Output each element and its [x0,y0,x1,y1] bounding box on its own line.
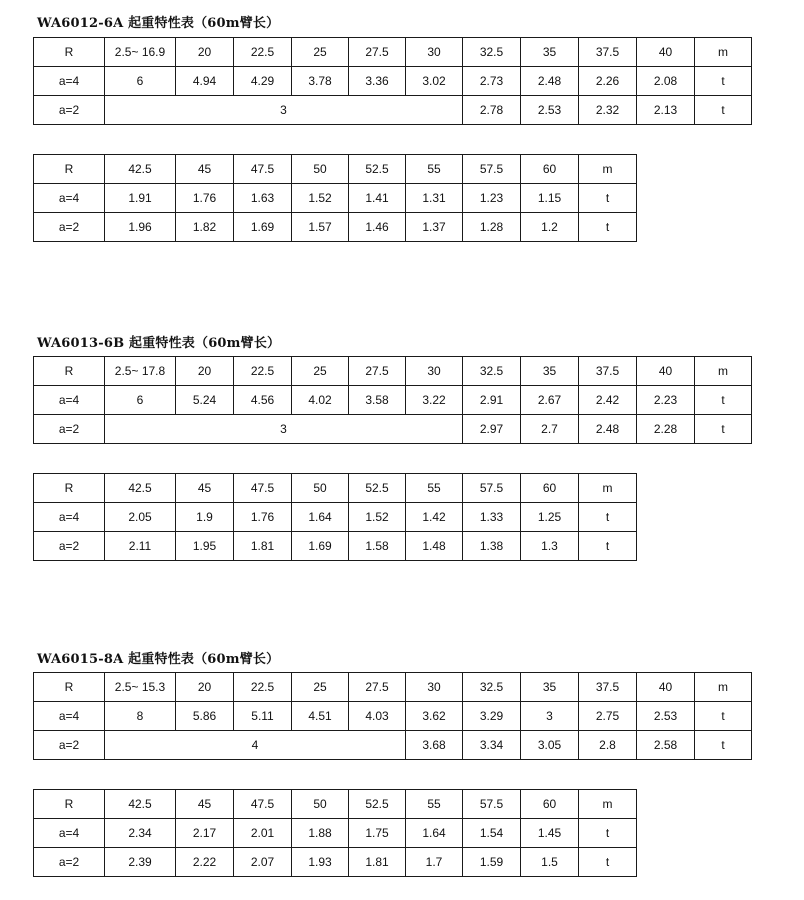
value-cell: 1.54 [463,819,521,848]
header-cell: 57.5 [463,474,521,503]
header-cell: 55 [406,155,463,184]
value-cell: 1.63 [234,184,292,213]
load-table-main [33,356,752,444]
value-cell: 2.53 [521,96,579,125]
header-cell: 52.5 [349,155,406,184]
value-cell: 2.97 [463,415,521,444]
value-cell: 1.76 [176,184,234,213]
row-label: a=2 [34,96,105,125]
value-cell: 1.46 [349,213,406,242]
value-cell: 1.57 [292,213,349,242]
value-cell: 2.67 [521,386,579,415]
header-cell: 42.5 [105,790,176,819]
unit-cell: t [579,213,637,242]
header-cell: 22.5 [234,38,292,67]
header-cell: 40 [637,38,695,67]
value-cell: 2.23 [637,386,695,415]
value-cell: 1.3 [521,532,579,561]
value-cell: 1.95 [176,532,234,561]
table-row [34,790,637,819]
header-cell: 57.5 [463,790,521,819]
header-cell: 27.5 [349,673,406,702]
header-cell: 20 [176,357,234,386]
unit-cell: t [579,503,637,532]
row-label: a=4 [34,503,105,532]
value-cell: 2.48 [521,67,579,96]
value-cell: 1.7 [406,848,463,877]
unit-cell: t [695,96,752,125]
header-cell: R [34,673,105,702]
unit-cell: t [695,731,752,760]
header-cell: 25 [292,38,349,67]
value-cell: 6 [105,67,176,96]
value-cell: 1.31 [406,184,463,213]
header-cell: 20 [176,38,234,67]
merged-value-cell: 3 [105,96,463,125]
value-cell: 1.93 [292,848,349,877]
value-cell: 1.81 [234,532,292,561]
table-row [34,38,752,67]
value-cell: 4.29 [234,67,292,96]
value-cell: 2.39 [105,848,176,877]
header-cell: 60 [521,790,579,819]
header-cell: m [695,38,752,67]
table-row [34,415,752,444]
value-cell: 5.86 [176,702,234,731]
header-cell: 42.5 [105,155,176,184]
row-label: a=2 [34,848,105,877]
header-cell: R [34,474,105,503]
value-cell: 3.78 [292,67,349,96]
unit-cell: t [695,415,752,444]
header-cell: 50 [292,474,349,503]
header-cell: 37.5 [579,357,637,386]
value-cell: 1.9 [176,503,234,532]
header-cell: 35 [521,357,579,386]
value-cell: 1.69 [292,532,349,561]
header-cell: R [34,38,105,67]
value-cell: 2.42 [579,386,637,415]
value-cell: 1.45 [521,819,579,848]
header-cell: m [579,155,637,184]
value-cell: 2.22 [176,848,234,877]
row-label: a=2 [34,731,105,760]
value-cell: 1.48 [406,532,463,561]
unit-cell: t [579,819,637,848]
value-cell: 8 [105,702,176,731]
value-cell: 2.48 [579,415,637,444]
value-cell: 1.2 [521,213,579,242]
header-cell: 2.5~ 17.8 [105,357,176,386]
value-cell: 2.07 [234,848,292,877]
row-label: a=4 [34,184,105,213]
value-cell: 3.68 [406,731,463,760]
value-cell: 1.64 [406,819,463,848]
value-cell: 3.29 [463,702,521,731]
header-cell: 30 [406,673,463,702]
table-row [34,67,752,96]
table-row [34,532,637,561]
load-table-main [33,37,752,125]
header-cell: 45 [176,474,234,503]
value-cell: 3.62 [406,702,463,731]
header-cell: 27.5 [349,357,406,386]
value-cell: 6 [105,386,176,415]
header-cell: 55 [406,474,463,503]
value-cell: 1.76 [234,503,292,532]
table-row [34,819,637,848]
value-cell: 2.01 [234,819,292,848]
value-cell: 1.15 [521,184,579,213]
header-cell: m [695,357,752,386]
header-cell: 30 [406,357,463,386]
row-label: a=2 [34,213,105,242]
header-cell: 35 [521,38,579,67]
row-label: a=2 [34,532,105,561]
table-row [34,155,637,184]
value-cell: 2.58 [637,731,695,760]
table-row [34,731,752,760]
row-label: a=2 [34,415,105,444]
header-cell: 40 [637,673,695,702]
table-row [34,702,752,731]
load-table-extended [33,473,637,561]
value-cell: 1.96 [105,213,176,242]
table-row [34,673,752,702]
row-label: a=4 [34,386,105,415]
value-cell: 2.17 [176,819,234,848]
header-cell: 52.5 [349,790,406,819]
header-cell: 32.5 [463,357,521,386]
header-cell: 27.5 [349,38,406,67]
value-cell: 1.52 [292,184,349,213]
table-row [34,503,637,532]
load-table-main [33,672,752,760]
table-row [34,474,637,503]
value-cell: 3.02 [406,67,463,96]
value-cell: 1.37 [406,213,463,242]
unit-cell: t [695,67,752,96]
header-cell: 25 [292,357,349,386]
row-label: a=4 [34,702,105,731]
load-table-extended [33,154,637,242]
value-cell: 1.88 [292,819,349,848]
value-cell: 3.34 [463,731,521,760]
section-title: WA6012-6A 起重特性表（60m臂长） [37,16,280,31]
unit-cell: t [695,702,752,731]
table-row [34,357,752,386]
value-cell: 2.32 [579,96,637,125]
value-cell: 4.03 [349,702,406,731]
header-cell: 22.5 [234,357,292,386]
header-cell: 42.5 [105,474,176,503]
value-cell: 1.91 [105,184,176,213]
merged-value-cell: 4 [105,731,406,760]
value-cell: 1.59 [463,848,521,877]
value-cell: 4.02 [292,386,349,415]
header-cell: 45 [176,790,234,819]
value-cell: 2.05 [105,503,176,532]
table-row [34,848,637,877]
header-cell: 25 [292,673,349,702]
value-cell: 1.5 [521,848,579,877]
value-cell: 2.73 [463,67,521,96]
value-cell: 4.94 [176,67,234,96]
header-cell: 40 [637,357,695,386]
section-title: WA6013-6B 起重特性表（60m臂长） [37,336,281,351]
value-cell: 2.34 [105,819,176,848]
table-row [34,213,637,242]
header-cell: m [579,474,637,503]
load-table-extended [33,789,637,877]
value-cell: 5.11 [234,702,292,731]
value-cell: 2.28 [637,415,695,444]
unit-cell: t [579,184,637,213]
value-cell: 1.69 [234,213,292,242]
header-cell: 50 [292,155,349,184]
value-cell: 1.25 [521,503,579,532]
unit-cell: t [695,386,752,415]
value-cell: 2.13 [637,96,695,125]
header-cell: 32.5 [463,673,521,702]
value-cell: 3.36 [349,67,406,96]
value-cell: 1.64 [292,503,349,532]
value-cell: 1.33 [463,503,521,532]
header-cell: 45 [176,155,234,184]
value-cell: 1.81 [349,848,406,877]
header-cell: 2.5~ 15.3 [105,673,176,702]
value-cell: 1.42 [406,503,463,532]
header-cell: m [579,790,637,819]
header-cell: 47.5 [234,790,292,819]
header-cell: 37.5 [579,38,637,67]
header-cell: R [34,790,105,819]
value-cell: 3 [521,702,579,731]
value-cell: 3.05 [521,731,579,760]
table-row [34,184,637,213]
header-cell: m [695,673,752,702]
unit-cell: t [579,532,637,561]
value-cell: 1.58 [349,532,406,561]
unit-cell: t [579,848,637,877]
value-cell: 2.11 [105,532,176,561]
header-cell: 60 [521,474,579,503]
row-label: a=4 [34,819,105,848]
value-cell: 4.56 [234,386,292,415]
value-cell: 3.58 [349,386,406,415]
section-title: WA6015-8A 起重特性表（60m臂长） [37,652,280,667]
header-cell: 52.5 [349,474,406,503]
value-cell: 5.24 [176,386,234,415]
header-cell: R [34,357,105,386]
value-cell: 2.7 [521,415,579,444]
value-cell: 1.82 [176,213,234,242]
value-cell: 2.08 [637,67,695,96]
value-cell: 1.28 [463,213,521,242]
value-cell: 1.41 [349,184,406,213]
table-row [34,386,752,415]
header-cell: 22.5 [234,673,292,702]
header-cell: 47.5 [234,155,292,184]
value-cell: 1.38 [463,532,521,561]
value-cell: 1.75 [349,819,406,848]
header-cell: 47.5 [234,474,292,503]
header-cell: 37.5 [579,673,637,702]
header-cell: 20 [176,673,234,702]
table-row [34,96,752,125]
header-cell: 60 [521,155,579,184]
value-cell: 2.75 [579,702,637,731]
value-cell: 3.22 [406,386,463,415]
header-cell: 32.5 [463,38,521,67]
header-cell: 57.5 [463,155,521,184]
value-cell: 2.26 [579,67,637,96]
header-cell: R [34,155,105,184]
value-cell: 2.53 [637,702,695,731]
value-cell: 1.23 [463,184,521,213]
value-cell: 2.8 [579,731,637,760]
header-cell: 35 [521,673,579,702]
header-cell: 2.5~ 16.9 [105,38,176,67]
value-cell: 1.52 [349,503,406,532]
merged-value-cell: 3 [105,415,463,444]
row-label: a=4 [34,67,105,96]
header-cell: 55 [406,790,463,819]
header-cell: 30 [406,38,463,67]
value-cell: 2.91 [463,386,521,415]
header-cell: 50 [292,790,349,819]
value-cell: 2.78 [463,96,521,125]
value-cell: 4.51 [292,702,349,731]
